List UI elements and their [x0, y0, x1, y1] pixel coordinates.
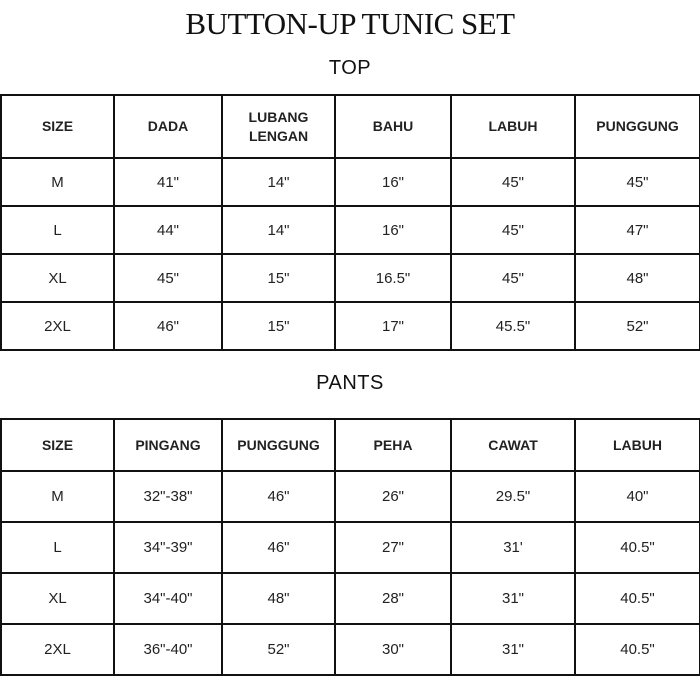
table-cell: 45"	[451, 206, 575, 254]
table-cell: 14"	[222, 158, 335, 206]
table-cell: 45"	[451, 254, 575, 302]
table-cell: 47"	[575, 206, 700, 254]
top-size-table	[0, 94, 700, 351]
table-cell: 45.5"	[451, 302, 575, 350]
column-header: DADA	[114, 95, 222, 158]
table-cell: 15"	[222, 302, 335, 350]
table-row	[1, 573, 700, 624]
table-cell: 17"	[335, 302, 451, 350]
table-cell: 36"-40"	[114, 624, 222, 675]
table-cell: 34"-39"	[114, 522, 222, 573]
top-section-title: TOP	[328, 57, 372, 79]
column-header: LABUH	[451, 95, 575, 158]
table-cell: M	[1, 158, 114, 206]
table-cell: 45"	[114, 254, 222, 302]
table-cell: 40"	[575, 471, 700, 522]
table-cell: M	[1, 471, 114, 522]
page-title: BUTTON-UP TUNIC SET	[185, 6, 515, 41]
table-row	[1, 158, 700, 206]
column-header: LUBANG LENGAN	[222, 95, 335, 158]
column-header: PEHA	[335, 419, 451, 471]
table-cell: 45"	[575, 158, 700, 206]
table-row	[1, 254, 700, 302]
column-header: PINGANG	[114, 419, 222, 471]
table-cell: XL	[1, 573, 114, 624]
table-cell: 52"	[575, 302, 700, 350]
table-row	[1, 206, 700, 254]
table-cell: 48"	[222, 573, 335, 624]
table-cell: 46"	[222, 522, 335, 573]
table-cell: 40.5"	[575, 573, 700, 624]
table-cell: 26"	[335, 471, 451, 522]
table-cell: 16"	[335, 158, 451, 206]
table-cell: 41"	[114, 158, 222, 206]
table-cell: 15"	[222, 254, 335, 302]
pants-size-table	[0, 418, 700, 676]
pants-section-title: PANTS	[316, 372, 384, 394]
table-cell: 16"	[335, 206, 451, 254]
column-header: CAWAT	[451, 419, 575, 471]
table-cell: 30"	[335, 624, 451, 675]
table-cell: 27"	[335, 522, 451, 573]
table-row	[1, 471, 700, 522]
column-header: SIZE	[1, 419, 114, 471]
table-cell: 32"-38"	[114, 471, 222, 522]
table-header-row	[1, 419, 700, 471]
table-cell: 28"	[335, 573, 451, 624]
table-cell: L	[1, 206, 114, 254]
table-cell: 40.5"	[575, 624, 700, 675]
table-cell: 29.5"	[451, 471, 575, 522]
table-cell: 16.5"	[335, 254, 451, 302]
table-cell: 31"	[451, 573, 575, 624]
table-cell: 31'	[451, 522, 575, 573]
table-cell: 31"	[451, 624, 575, 675]
table-cell: 14"	[222, 206, 335, 254]
table-cell: 40.5"	[575, 522, 700, 573]
column-header: LABUH	[575, 419, 700, 471]
table-header-row	[1, 95, 700, 158]
table-cell: L	[1, 522, 114, 573]
column-header: PUNGGUNG	[222, 419, 335, 471]
table-cell: 2XL	[1, 624, 114, 675]
table-cell: 46"	[114, 302, 222, 350]
table-row	[1, 522, 700, 573]
table-row	[1, 624, 700, 675]
table-cell: 48"	[575, 254, 700, 302]
table-row	[1, 302, 700, 350]
table-cell: 45"	[451, 158, 575, 206]
table-cell: 46"	[222, 471, 335, 522]
column-header: SIZE	[1, 95, 114, 158]
table-cell: XL	[1, 254, 114, 302]
column-header: PUNGGUNG	[575, 95, 700, 158]
column-header: BAHU	[335, 95, 451, 158]
table-cell: 52"	[222, 624, 335, 675]
table-cell: 2XL	[1, 302, 114, 350]
table-cell: 44"	[114, 206, 222, 254]
table-cell: 34"-40"	[114, 573, 222, 624]
